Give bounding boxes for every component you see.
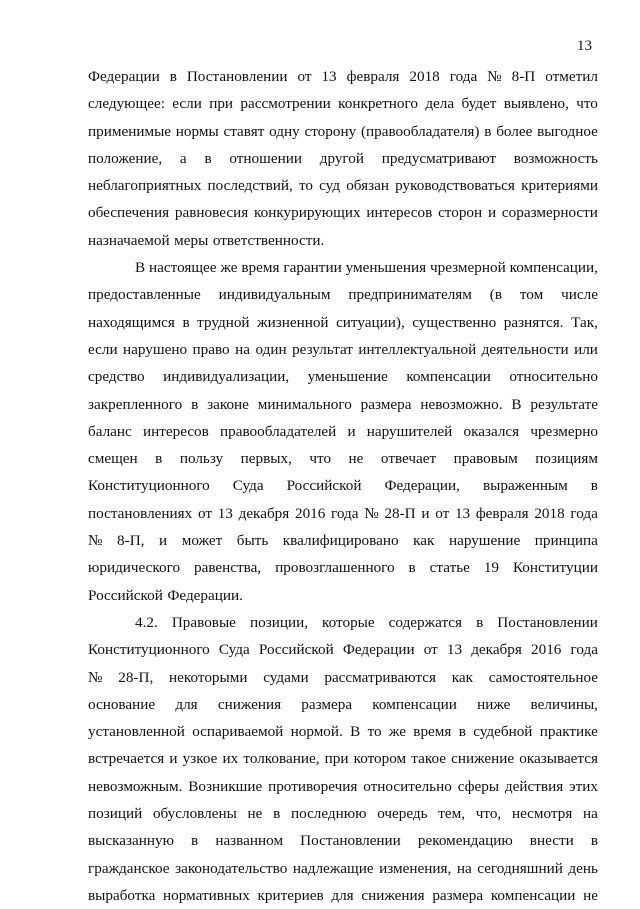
word: названном xyxy=(215,832,284,850)
word: содержатся xyxy=(388,613,463,631)
word: критериев xyxy=(257,886,324,904)
word: выявлено, xyxy=(503,95,569,113)
word: следующее: xyxy=(88,95,165,113)
word: Правовые xyxy=(171,613,236,631)
word: Российской xyxy=(258,641,334,659)
word: что xyxy=(576,95,598,113)
text-line xyxy=(88,309,598,336)
text-line xyxy=(88,172,598,199)
text-line xyxy=(88,90,598,117)
word: компенсации xyxy=(406,368,491,386)
word: постановлениях xyxy=(88,504,193,522)
word: в xyxy=(408,559,416,577)
word: высказанную xyxy=(88,832,174,850)
word: от xyxy=(297,68,312,85)
word: закрепленного xyxy=(88,395,183,413)
word: Конституции xyxy=(512,559,598,577)
word: и xyxy=(159,532,168,550)
body-text xyxy=(88,63,598,909)
word: от xyxy=(435,504,450,522)
word: нарушение xyxy=(448,532,521,550)
word: декабря xyxy=(238,504,290,522)
word: на xyxy=(456,859,472,877)
word: провозглашенного xyxy=(275,559,395,577)
word: котором xyxy=(353,750,407,768)
word: декабря xyxy=(471,641,522,659)
text-line xyxy=(88,582,598,609)
text-line xyxy=(88,827,598,854)
word: ответственности. xyxy=(212,231,325,249)
word: года xyxy=(449,68,478,85)
word: нарушителей xyxy=(366,422,453,440)
word: в xyxy=(590,832,598,850)
word: компенсации, xyxy=(509,259,598,277)
word: деятельности xyxy=(481,340,569,358)
word: руководствоваться xyxy=(395,177,515,195)
word: законодательство xyxy=(175,859,288,877)
word: размера xyxy=(301,695,353,713)
word: положение, xyxy=(88,149,163,167)
word: очередь xyxy=(377,805,428,823)
word: относительно xyxy=(363,777,452,795)
word: день xyxy=(568,859,598,877)
word: отношении xyxy=(229,149,302,167)
word: 2016 xyxy=(294,504,326,522)
word: результате xyxy=(530,395,598,413)
word: применимые xyxy=(88,122,172,140)
text-line xyxy=(88,145,598,172)
word: которые xyxy=(322,613,375,631)
word: (правообладателя) xyxy=(360,122,480,140)
word: предпринимателям xyxy=(348,286,472,304)
word: узкое xyxy=(182,750,218,768)
text-line xyxy=(88,254,598,281)
word: уменьшение xyxy=(307,368,388,386)
word: судебной xyxy=(473,723,533,741)
word: первых, xyxy=(240,450,292,468)
word: ставят xyxy=(223,122,265,140)
word: такое xyxy=(411,750,446,768)
word: ниже xyxy=(477,695,511,713)
text-line xyxy=(88,63,598,90)
word: как xyxy=(413,532,435,550)
text-line xyxy=(88,718,598,745)
word: самостоятельное xyxy=(488,668,598,686)
word: Конституционного xyxy=(88,641,210,659)
word: быть xyxy=(236,532,269,550)
word: нарушено xyxy=(123,340,188,358)
word: года xyxy=(570,504,598,522)
word: Постановлении xyxy=(300,832,401,850)
word: сторон xyxy=(438,204,483,222)
word: в xyxy=(191,832,199,850)
word: индивидуальным xyxy=(218,286,331,304)
word: Российской xyxy=(286,477,362,495)
word: компенсации xyxy=(372,695,457,713)
word: уменьшения xyxy=(345,259,427,277)
word: смещен xyxy=(88,450,138,468)
word: позиции, xyxy=(249,613,308,631)
word: интересов xyxy=(366,204,433,222)
word: индивидуализации, xyxy=(163,368,290,386)
word: Постановлении xyxy=(497,613,598,631)
word: назначаемой xyxy=(88,231,170,249)
word: года xyxy=(570,641,598,659)
word: квалифицировано xyxy=(282,532,399,550)
text-line xyxy=(88,227,598,254)
word: то xyxy=(298,177,313,195)
word: конкретного xyxy=(338,95,418,113)
word: сферы xyxy=(457,777,500,795)
word: интересов xyxy=(142,422,209,440)
word: Федерации xyxy=(88,68,160,85)
word: 4.2. xyxy=(135,613,158,631)
word: их xyxy=(222,750,239,768)
word: отметил xyxy=(545,68,598,85)
word: в xyxy=(458,723,466,741)
word: в xyxy=(169,68,177,85)
word: толкование, xyxy=(243,750,320,768)
text-line xyxy=(88,800,598,827)
word: февраля xyxy=(346,68,400,85)
word: более xyxy=(496,122,533,140)
word: одну xyxy=(269,122,300,140)
word: Возникшие xyxy=(188,777,263,795)
word: конкурирующих xyxy=(254,204,361,222)
word: числе xyxy=(561,286,598,304)
text-line xyxy=(88,281,598,308)
word: и xyxy=(487,204,497,222)
word: чрезмерно xyxy=(530,422,598,440)
word: в xyxy=(273,805,281,823)
word: снижения xyxy=(217,695,282,713)
word: результат xyxy=(292,340,353,358)
word: 2016 xyxy=(531,641,562,659)
word: чрезмерной xyxy=(429,259,506,277)
word: относительно xyxy=(509,368,598,386)
word: 13 xyxy=(321,68,337,85)
word: при xyxy=(324,750,349,768)
text-line xyxy=(88,636,598,663)
word: выраженным xyxy=(482,477,568,495)
word: обязан xyxy=(346,177,389,195)
word: позициям xyxy=(535,450,598,468)
word: же xyxy=(388,723,406,741)
word: снижения xyxy=(361,886,425,904)
word: 28-П xyxy=(384,504,416,522)
text-line xyxy=(88,664,598,691)
word: дела xyxy=(425,95,455,113)
word: установленной xyxy=(88,723,185,741)
word: не xyxy=(583,886,598,904)
word: позиций xyxy=(88,805,143,823)
word: 2018 xyxy=(409,68,440,85)
word: для xyxy=(175,695,198,713)
word: сторону xyxy=(304,122,357,140)
word: предоставленные xyxy=(88,286,201,304)
text-line xyxy=(88,472,598,499)
word: В xyxy=(511,395,522,413)
word: соразмерности xyxy=(501,204,598,222)
word: № xyxy=(364,504,379,522)
word: № xyxy=(88,668,103,686)
word: рекомендацию xyxy=(417,832,513,850)
word: этих xyxy=(569,777,598,795)
word: и xyxy=(169,750,178,768)
word: может xyxy=(181,532,223,550)
word: и xyxy=(421,504,430,522)
word: критериями xyxy=(521,177,598,195)
text-line xyxy=(88,418,598,445)
word: Суда xyxy=(232,477,264,495)
word: выгодное xyxy=(537,122,598,140)
word: Федерации, xyxy=(384,477,460,495)
word: суд xyxy=(319,177,341,195)
word: от xyxy=(197,504,212,522)
word: баланс xyxy=(88,422,132,440)
text-line xyxy=(88,500,598,527)
word: гражданское xyxy=(88,859,170,877)
word: 2018 xyxy=(534,504,565,522)
word: последствий, xyxy=(207,177,293,195)
word: неблагоприятных xyxy=(88,177,202,195)
word: надлежащие xyxy=(292,859,374,877)
word: или xyxy=(574,340,598,358)
word: минимального xyxy=(257,395,352,413)
word: не xyxy=(247,805,263,823)
word: в xyxy=(590,477,598,495)
word: Федерации xyxy=(342,641,415,659)
word: обеспечения xyxy=(88,204,170,222)
word: на xyxy=(235,340,250,358)
word: оспариваемой xyxy=(192,723,284,741)
word: время xyxy=(241,259,280,277)
word: один xyxy=(255,340,287,358)
word: меры xyxy=(174,231,209,249)
word: в xyxy=(484,122,492,140)
word: компенсации xyxy=(490,886,576,904)
word: предусматривают xyxy=(381,149,496,167)
word: а xyxy=(179,149,187,167)
word: как xyxy=(451,668,473,686)
text-line xyxy=(88,855,598,882)
word: время xyxy=(413,723,452,741)
word: в xyxy=(191,395,199,413)
word: рассматриваются xyxy=(324,668,436,686)
word: выработка xyxy=(88,886,156,904)
word: статье xyxy=(429,559,470,577)
word: рассмотрении xyxy=(240,95,331,113)
word: № xyxy=(487,68,502,85)
word: изменения, xyxy=(379,859,452,877)
text-line xyxy=(88,691,598,718)
word: (в xyxy=(489,286,502,304)
word: равновесия xyxy=(174,204,249,222)
word: гарантии xyxy=(283,259,342,277)
word: В xyxy=(350,723,361,741)
word: сегодняшний xyxy=(477,859,563,877)
text-line xyxy=(88,199,598,226)
word: судами xyxy=(263,668,309,686)
word: 8-П, xyxy=(117,532,145,550)
word: основание xyxy=(88,695,156,713)
word: возможность xyxy=(513,149,598,167)
text-line xyxy=(88,554,598,581)
word: если xyxy=(88,340,118,358)
word: противоречия xyxy=(268,777,358,795)
word: размера xyxy=(360,395,412,413)
word: Федерации. xyxy=(167,586,243,604)
word: размера xyxy=(432,886,484,904)
text-line xyxy=(88,745,598,772)
word: В xyxy=(135,259,146,277)
word: право xyxy=(192,340,230,358)
word: Конституционного xyxy=(88,477,210,495)
word: нормативных xyxy=(163,886,250,904)
word: будет xyxy=(461,95,497,113)
word: № xyxy=(88,532,103,550)
word: 13 xyxy=(217,504,233,522)
word: некоторыми xyxy=(169,668,248,686)
word: если xyxy=(172,95,202,113)
word: же xyxy=(220,259,238,277)
word: февраля xyxy=(475,504,529,522)
word: внести xyxy=(529,832,574,850)
word: снижение xyxy=(451,750,515,768)
word: оказывается xyxy=(519,750,598,768)
word: невозможно. xyxy=(420,395,503,413)
text-line xyxy=(88,336,598,363)
word: правовым xyxy=(453,450,518,468)
text-line xyxy=(88,609,598,636)
word: нормы xyxy=(175,122,219,140)
word: при xyxy=(209,95,234,113)
text-line xyxy=(88,527,598,554)
word: Суда xyxy=(218,641,250,659)
text-line xyxy=(88,118,598,145)
word: средство xyxy=(88,368,145,386)
word: что xyxy=(309,450,332,468)
word: том xyxy=(519,286,544,304)
word: другой xyxy=(319,149,365,167)
word: настоящее xyxy=(149,259,217,277)
word: встречается xyxy=(88,750,165,768)
word: разнятся. xyxy=(503,313,564,331)
word: существенно xyxy=(412,313,497,331)
word: практике xyxy=(539,723,598,741)
word: пользу xyxy=(179,450,224,468)
word: 28-П, xyxy=(118,668,154,686)
word: для xyxy=(331,886,354,904)
word: отвечает xyxy=(380,450,437,468)
text-line xyxy=(88,391,598,418)
word: трудной xyxy=(197,313,250,331)
word: равенства, xyxy=(194,559,262,577)
word: на xyxy=(583,805,598,823)
word: в xyxy=(476,613,484,631)
word: 13 xyxy=(446,641,463,659)
word: 13 xyxy=(454,504,471,522)
text-line xyxy=(88,363,598,390)
word: от xyxy=(423,641,438,659)
word: действия xyxy=(504,777,564,795)
word: 19 xyxy=(483,559,499,577)
word: года xyxy=(331,504,359,522)
word: в xyxy=(182,313,190,331)
word: обусловлены xyxy=(152,805,237,823)
word: тем, xyxy=(438,805,466,823)
word: то xyxy=(367,723,382,741)
word: последнюю xyxy=(290,805,367,823)
page-number: 13 xyxy=(577,38,592,54)
word: Российской xyxy=(88,586,163,604)
word: законе xyxy=(207,395,249,413)
word: не xyxy=(348,450,364,468)
word: 8-П xyxy=(511,68,536,85)
word: принципа xyxy=(534,532,598,550)
text-line xyxy=(88,773,598,800)
word: нормой. xyxy=(290,723,343,741)
word: что, xyxy=(475,805,502,823)
word: в xyxy=(155,450,163,468)
word: и xyxy=(347,422,356,440)
word: невозможным. xyxy=(88,777,183,795)
word: Постановлении xyxy=(186,68,288,85)
word: в xyxy=(204,149,212,167)
text-line xyxy=(88,445,598,472)
word: величины, xyxy=(530,695,598,713)
word: ситуации), xyxy=(336,313,405,331)
word: юридического xyxy=(88,559,181,577)
word: оказался xyxy=(463,422,520,440)
word: находящимся xyxy=(88,313,175,331)
word: жизненной xyxy=(257,313,329,331)
word: Так, xyxy=(571,313,598,331)
word: правообладателей xyxy=(220,422,337,440)
word: интеллектуальной xyxy=(358,340,477,358)
word: несмотря xyxy=(511,805,573,823)
